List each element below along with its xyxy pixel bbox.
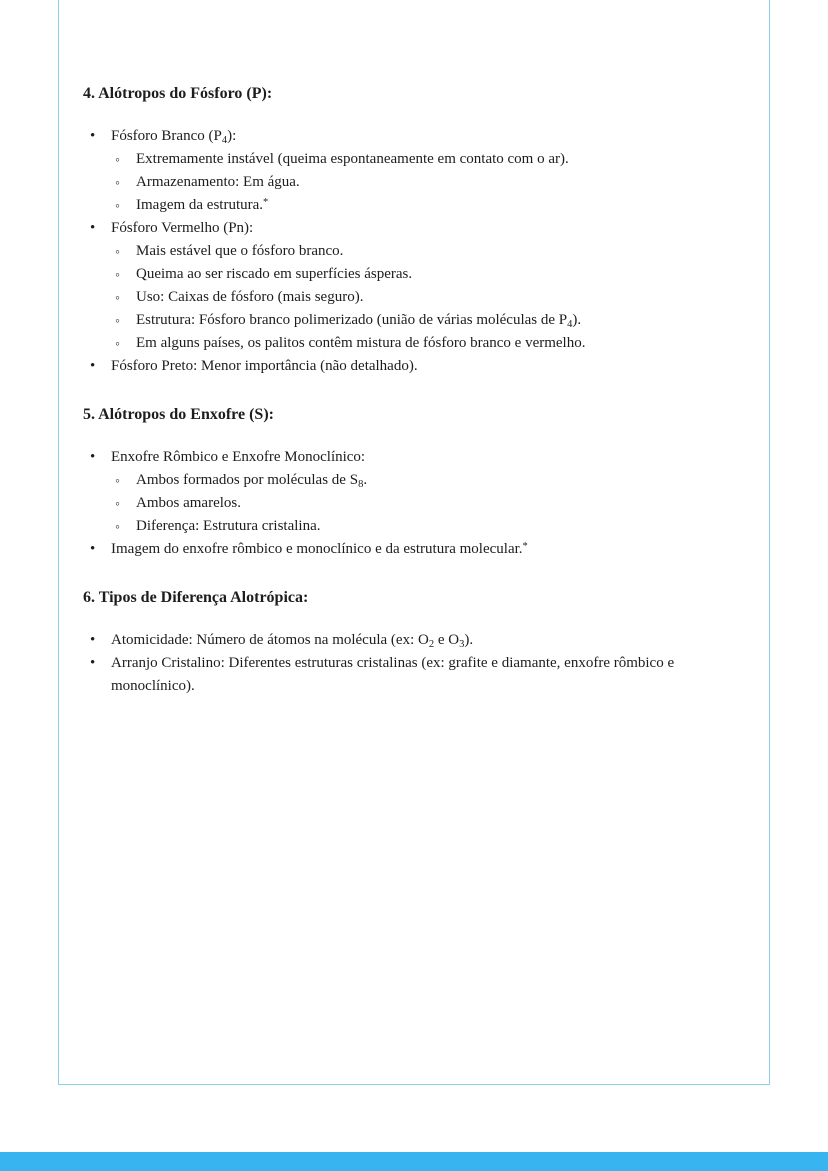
sub-list-item-text: Estrutura: Fósforo branco polimerizado (união de várias moléculas de $P_4$). [136, 312, 582, 330]
circle-bullet-icon: ◦ [115, 266, 120, 282]
document-page-frame [58, 0, 770, 1085]
sub-list-item [111, 171, 743, 194]
sub-list-item [111, 492, 743, 515]
sub-bullet-list [111, 469, 743, 538]
circle-bullet-icon: ◦ [115, 495, 120, 511]
sub-list-item-text: Em alguns países, os palitos contêm mistura de fósforo branco e vermelho. [136, 335, 586, 351]
section-heading: 4. Alótropos do Fósforo (P): [83, 85, 273, 102]
list-item-text: Fósforo Preto: Menor importância (não detalhado). [111, 358, 418, 374]
sub-list-item-text: Extremamente instável (queima espontaneamente em contato com o ar). [136, 151, 569, 167]
list-item [83, 125, 743, 217]
list-item-text: Arranjo Cristalino: Diferentes estruturas cristalinas (ex: grafite e diamante, enxofre rômbico e monoclínico). [111, 655, 675, 694]
sub-list-item [111, 240, 743, 263]
circle-bullet-icon: ◦ [115, 312, 120, 328]
circle-bullet-icon: ◦ [115, 518, 120, 534]
bullet-icon: • [90, 655, 96, 671]
circle-bullet-icon: ◦ [115, 243, 120, 259]
section-heading: 5. Alótropos do Enxofre (S): [83, 406, 274, 423]
list-item [83, 538, 743, 561]
circle-bullet-icon: ◦ [115, 174, 120, 190]
document-content [59, 0, 769, 698]
list-item-text: Fósforo Branco $(P_4)$: [111, 128, 237, 146]
sub-list-item [111, 469, 743, 492]
bullet-icon: • [90, 220, 96, 236]
bullet-icon: • [90, 632, 96, 648]
sub-list-item [111, 194, 743, 217]
sub-list-item-text: Queima ao ser riscado em superfícies ásperas. [136, 266, 413, 282]
list-item-text: Atomicidade: Número de átomos na molécula (ex: $O_2$ e $O_3$). [111, 632, 474, 650]
list-item [83, 629, 743, 652]
list-item-text: Imagem do enxofre rômbico e monoclínico e da estrutura molecular.* [111, 541, 528, 557]
list-item-text: Enxofre Rômbico e Enxofre Monoclínico: [111, 449, 366, 465]
sub-list-item [111, 309, 743, 332]
bullet-list [83, 629, 743, 698]
circle-bullet-icon: ◦ [115, 289, 120, 305]
list-item [83, 217, 743, 355]
circle-bullet-icon: ◦ [115, 335, 120, 351]
circle-bullet-icon: ◦ [115, 197, 120, 213]
sub-list-item-text: Uso: Caixas de fósforo (mais seguro). [136, 289, 364, 305]
circle-bullet-icon: ◦ [115, 151, 120, 167]
sub-list-item [111, 286, 743, 309]
bullet-icon: • [90, 358, 96, 374]
bottom-accent-bar [0, 1152, 828, 1171]
bullet-icon: • [90, 541, 96, 557]
sub-list-item [111, 515, 743, 538]
bullet-list [83, 125, 743, 378]
sub-bullet-list [111, 148, 743, 217]
list-item [83, 355, 743, 378]
sub-list-item-text: Armazenamento: Em água. [136, 174, 300, 190]
list-item [83, 446, 743, 538]
circle-bullet-icon: ◦ [115, 472, 120, 488]
sub-bullet-list [111, 240, 743, 355]
list-item-text: Fósforo Vermelho (Pn): [111, 220, 254, 236]
section-heading: 6. Tipos de Diferença Alotrópica: [83, 589, 309, 606]
sub-list-item-text: Diferença: Estrutura cristalina. [136, 518, 321, 534]
sub-list-item [111, 332, 743, 355]
list-item [83, 652, 743, 698]
sub-list-item [111, 263, 743, 286]
bullet-icon: • [90, 449, 96, 465]
sub-list-item-text: Mais estável que o fósforo branco. [136, 243, 344, 259]
sub-list-item [111, 148, 743, 171]
sub-list-item-text: Ambos formados por moléculas de $S_8$. [136, 472, 368, 490]
bullet-list [83, 446, 743, 561]
sub-list-item-text: Ambos amarelos. [136, 495, 241, 511]
sub-list-item-text: Imagem da estrutura.* [136, 197, 269, 213]
bullet-icon: • [90, 128, 96, 144]
